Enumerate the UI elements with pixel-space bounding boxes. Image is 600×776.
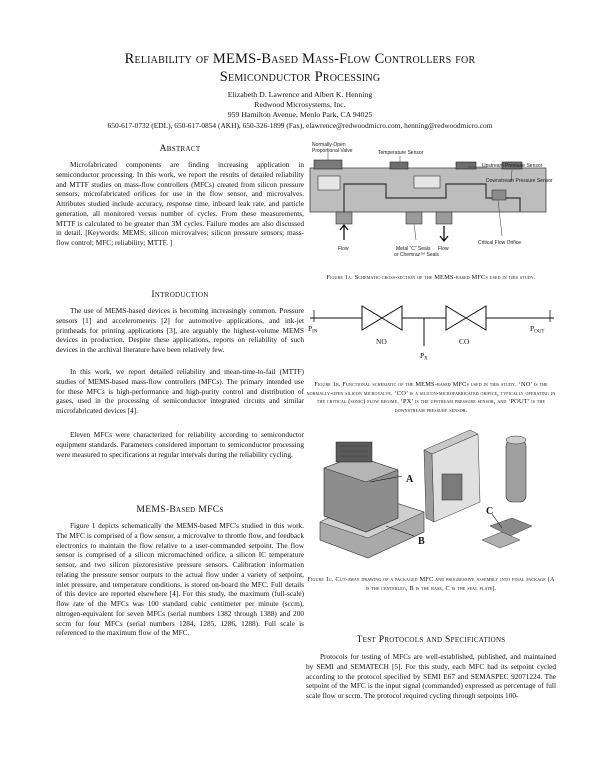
seal-block: [406, 212, 422, 224]
figure-1c-package-drawing: [306, 426, 558, 570]
sensor-cavity: [414, 176, 440, 188]
mems-mfcs-paragraph-1: Figure 1 depicts schematically the MEMS-based MFC's studied in this work. The MFC is comprised of a flow sensor, a microvalve to throttle flow, and feedback electronics to maintain the flow relative to a user-commanded setpoint. The flow sensor is comprised of a silicon micromachined orifice, a silicon IC temperature sensor, and two silicon piezoresistive pressure sensors. Calibration information relating the pressure sensor outputs to the actual flow under a variety of setpoint, inlet pressure, and temperature conditions, is stored on-board the MFC. Full details of this device are reported elsewhere [4]. For this study, the maximum (full-scale) flow rate of the MFCs was 100 standard cubic centimeter per minute (sccm), nitrogen-equivalent for seven MFCs (serial numbers 1382 through 1388) and 200 sccm for four MFCs (serial numbers 1284, 1285, 1286, 1288). Full scale is referenced to the maximum flow of the MFC.: [56, 521, 304, 638]
label-co: CO: [459, 337, 470, 346]
paper-title-line2: Semiconductor Processing: [219, 69, 381, 85]
label-seals-line2: or Chemraz™ Seals: [394, 252, 440, 258]
author-contact: 650-617-0732 (EDL), 650-617-0854 (AKH), 650-326-1899 (Fax), elawrence@redwoodmicro.com, henning@redwoodmicro.com: [107, 121, 493, 130]
label-flow-in: Flow: [338, 246, 349, 252]
abstract-heading: Abstract: [159, 143, 201, 154]
label-c-seal-plate: C: [486, 506, 494, 517]
valve-chip: [314, 160, 342, 169]
orifice-chip: [492, 190, 506, 200]
sensor-canister: [506, 440, 526, 502]
figure-1b-schematic: [306, 298, 558, 366]
author-address: 959 Hamilton Avenue, Menlo Park, CA 94025: [227, 110, 373, 119]
mems-mfcs-heading: MEMS-Based MFCs: [136, 504, 224, 515]
seal-chip: [482, 532, 520, 548]
critical-orifice-icon: [446, 306, 486, 330]
author-organization: Redwood Microsystems, Inc.: [254, 100, 346, 109]
label-a-centerleg: A: [406, 474, 414, 485]
seal-plate: [490, 518, 532, 536]
label-flow-out: Flow: [438, 246, 449, 252]
test-protocols-paragraph-1: Protocols for testing of MFCs are well-established, published, and maintained by SEMI and SEMATECH [5]. For this study, each MFC had its setpoint cycled according to the protocol specified by SEMI E67 and SEMASPEC 92071224. The setpoint of the MFC is the input signal (commanded) expressed as percentage of full scale flow or sccm. The protocol required cycling through setpoints 100-: [306, 652, 556, 700]
label-temperature-sensor: Temperature Sensor: [378, 150, 424, 156]
figure-1a-cross-section: [306, 140, 558, 270]
label-valve-line1: Normally-Open: [312, 142, 346, 148]
outlet-flow-arrow-icon: [440, 226, 448, 241]
outlet-port: [436, 212, 452, 224]
electronics-cap: [336, 442, 372, 462]
label-critical-orifice: Critical Flow Orifice: [478, 240, 522, 246]
label-pout: $P_{OUT}$: [530, 324, 545, 335]
temp-sensor-chip: [390, 162, 408, 169]
label-px: $P_X$: [420, 351, 428, 362]
label-no: NO: [376, 337, 387, 346]
figure-1a-caption: Figure 1a. Schematic cross-section of the MEMS-based MFCs used in this study.: [326, 274, 536, 281]
introduction-paragraph-1: The use of MEMS-based devices is becoming increasingly common. Pressure sensors [1] and accelerometers [2] for automotive applications, and ink-jet printheads for printing applications [3], are arguably the highest-volume MEMS devices in production. Despite these applications, reports on reliability of such devices in the archival literature have been relatively few.: [56, 306, 304, 354]
introduction-paragraph-3: Eleven MFCs were characterized for reliability according to semiconductor equipment standards. Parameters considered important to semiconductor processing were measured to specifications at regular intervals during the reliability cycling.: [56, 430, 304, 459]
figure-1b-caption: Figure 1b. Functional schematic of the MEMS-based MFCs used in this study. ‘NO’ is the normally-open silicon microvalve. ‘CO’ is a silicon-microfabricated orifice, typically operating in the critical (sonic) flow regime. ‘PX’ is the upstream pressure sensor, and ‘POUT’ is the downstream pressure sensor.: [306, 381, 556, 414]
author-names: Elizabeth D. Lawrence and Albert K. Henning: [227, 90, 373, 99]
test-protocols-heading: Test Protocols and Specifications: [356, 634, 506, 645]
label-pin: $P_{IN}$: [308, 324, 318, 335]
normally-open-valve-icon: [362, 306, 402, 330]
introduction-paragraph-2: In this work, we report detailed reliability and mean-time-to-fail (MTTF) studies of MEMS-based mass-flow controllers (MFCs). The primary intended use for these MFCs is high-performance and high-purity control and distribution of gases, used in the processing of semiconductor integrated circuits and similar microfabricated devices [4].: [56, 367, 304, 415]
inlet-flow-arrow-icon: [340, 225, 348, 240]
abstract-text: Microfabricated components are finding increasing application in semiconductor processing. In this work, we report the results of detailed reliability and MTTF studies on mass-flow controllers (MFCs) created from silicon pressure sensors, microfabricated orifices for use in the flow sensor, and microvalves. Attributes studied include accuracy, response time, inboard leak rate, and particle generation, all monitored versus number of cycles. From these measurements, MTTF is calculated to be greater than 3M cycles. Failure modes are also discussed in detail. [Keywords: MEMS; silicon microvalves; silicon pressure sensors; mass-flow control; MFC; reliability; MTTF. ]: [56, 160, 304, 247]
valve-cavity: [318, 176, 340, 190]
introduction-heading: Introduction: [151, 289, 209, 300]
upstream-sensor-chip: [456, 162, 476, 169]
inlet-port: [336, 212, 352, 224]
mfc-body-block: [310, 168, 546, 212]
label-downstream-sensor: Downstream Pressure Sensor: [486, 178, 553, 184]
label-valve-line2: Proportional Valve: [312, 148, 353, 154]
label-upstream-sensor: Upstream Pressure Sensor: [482, 163, 543, 169]
figure-1c-caption: Figure 1c. Cut-away drawing of a packaged MFC and progressive assembly into final package (A is the centerleg, B is the base, C is the seal plate).: [307, 576, 555, 592]
label-seals-line1: Metal “C” Seals: [396, 246, 431, 252]
label-b-base: B: [418, 536, 425, 547]
paper-title-line1: Reliability of MEMS-Based Mass-Flow Controllers for: [124, 51, 476, 67]
